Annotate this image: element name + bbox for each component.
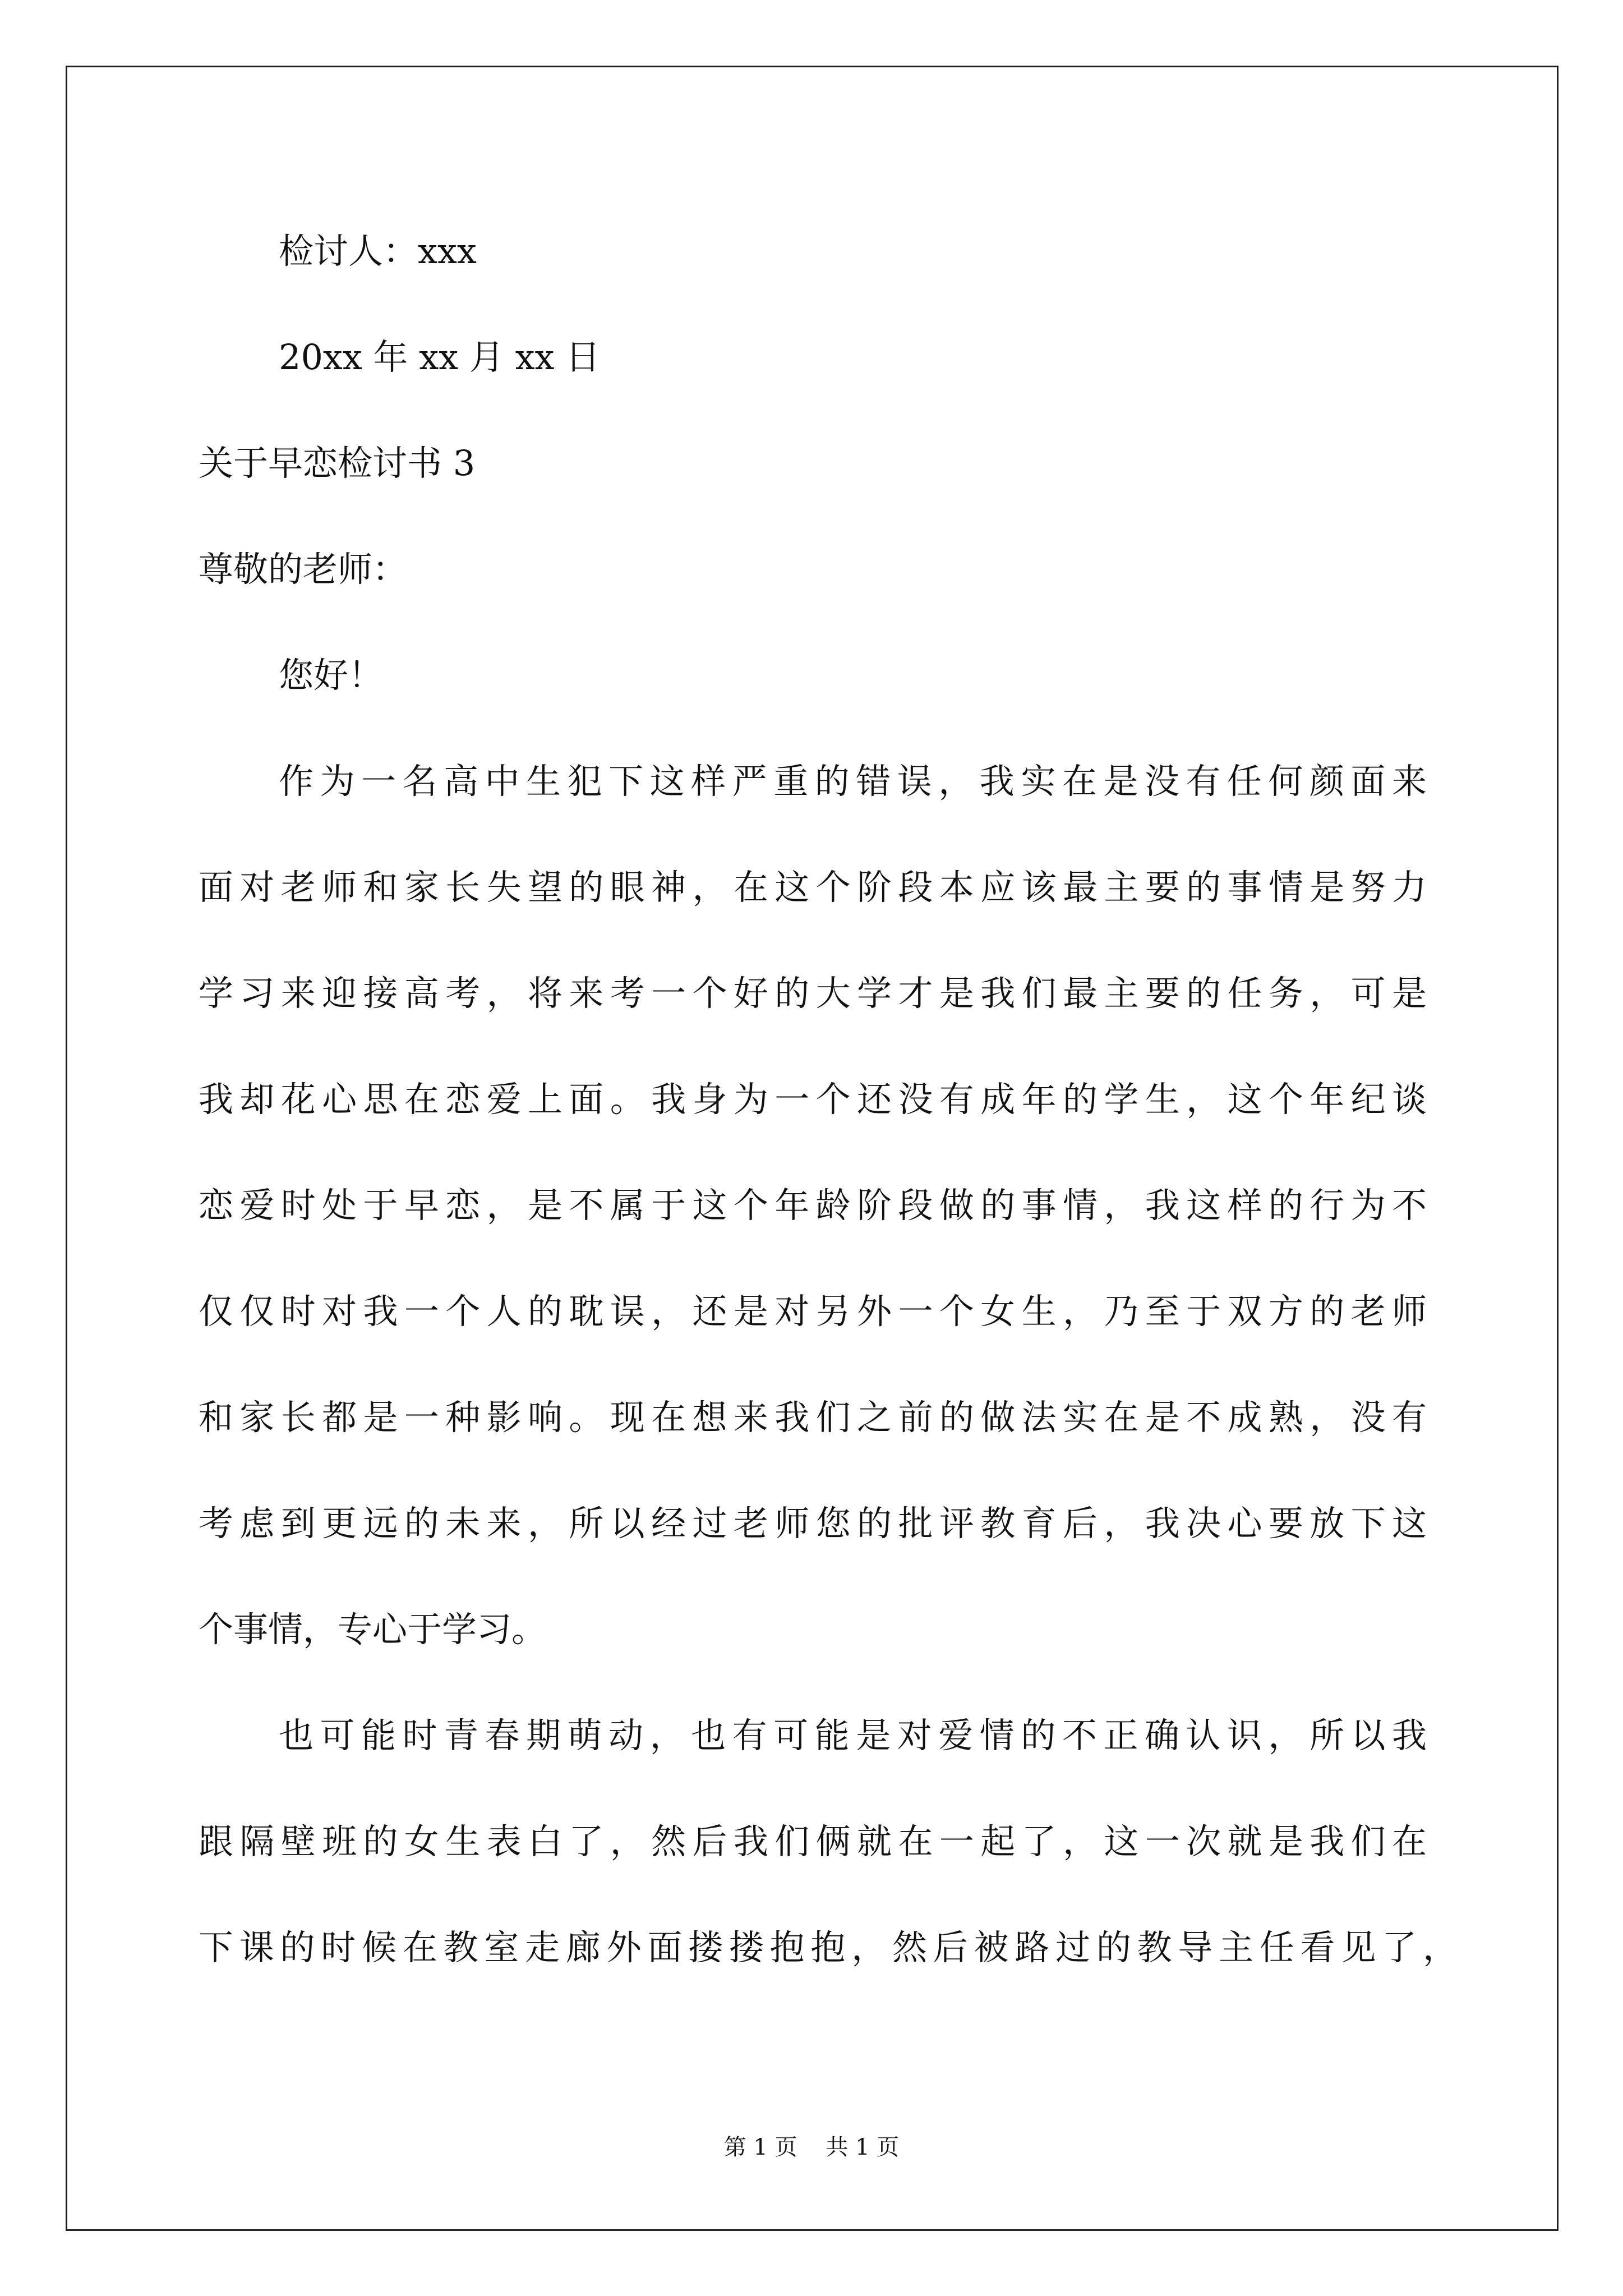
paragraph-line: 仅仅时对我一个人的耽误，还是对另外一个女生，乃至于双方的老师 bbox=[199, 1291, 1427, 1332]
paragraph-line: 也可能时青春期萌动，也有可能是对爱情的不正确认识，所以我 bbox=[279, 1715, 1427, 1756]
paragraph-line: 下课的时候在教室走廊外面搂搂抱抱，然后被路过的教导主任看见了， bbox=[199, 1927, 1458, 1968]
paragraph-line: 考虑到更远的未来，所以经过老师您的批评教育后，我决心要放下这 bbox=[199, 1503, 1427, 1544]
paragraph-line: 跟隔壁班的女生表白了，然后我们俩就在一起了，这一次就是我们在 bbox=[199, 1821, 1427, 1862]
paragraph-line: 学习来迎接高考，将来考一个好的大学才是我们最主要的任务，可是 bbox=[199, 973, 1427, 1014]
salutation: 尊敬的老师： bbox=[199, 549, 408, 590]
paragraph-line: 个事情，专心于学习。 bbox=[199, 1609, 547, 1650]
paragraph-line: 面对老师和家长失望的眼神，在这个阶段本应该最主要的事情是努力 bbox=[199, 867, 1427, 908]
paragraph-line: 作为一名高中生犯下这样严重的错误，我实在是没有任何颜面来 bbox=[279, 761, 1427, 802]
page-number-footer: 第 1 页 共 1 页 bbox=[723, 2134, 900, 2160]
greeting: 您好！ bbox=[279, 655, 384, 696]
paragraph-line: 我却花心思在恋爱上面。我身为一个还没有成年的学生，这个年纪谈 bbox=[199, 1079, 1427, 1120]
paragraph-line: 和家长都是一种影响。现在想来我们之前的做法实在是不成熟，没有 bbox=[199, 1397, 1427, 1438]
letter-title: 关于早恋检讨书 3 bbox=[199, 443, 476, 484]
paragraph-line: 恋爱时处于早恋，是不属于这个年龄阶段做的事情，我这样的行为不 bbox=[199, 1185, 1427, 1226]
reviewer-line: 检讨人：xxx bbox=[279, 231, 477, 272]
date-line: 20xx 年 xx 月 xx 日 bbox=[279, 337, 601, 378]
page-border bbox=[66, 66, 1559, 2231]
